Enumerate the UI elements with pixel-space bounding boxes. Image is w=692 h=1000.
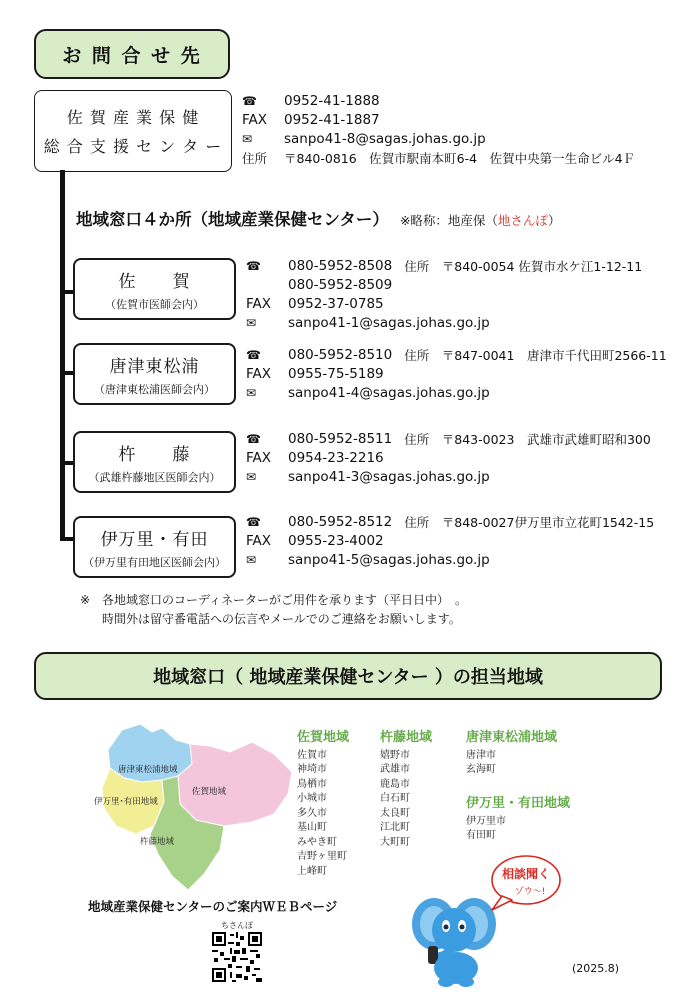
- legend-heading: 唐津東松浦地域: [466, 730, 558, 745]
- office-sub: （伊万里有田地区医師会内）: [83, 555, 226, 569]
- region-map: [92, 722, 302, 894]
- list-item: 大町町: [380, 836, 410, 848]
- office-name: 杵 藤: [118, 444, 191, 465]
- phone-icon: ☎: [246, 515, 261, 529]
- office-tel: 080-5952-8510: [288, 347, 393, 363]
- address-label: 住所: [404, 432, 430, 447]
- map-label-saga: 佐賀地域: [192, 787, 227, 797]
- main-center-tel: 0952-41-1888: [284, 93, 380, 109]
- phone-icon: ☎: [246, 348, 261, 362]
- address-label: 住所: [404, 515, 430, 530]
- branch-imari: [60, 537, 74, 541]
- regional-note-highlight: 地さんぽ: [497, 213, 548, 228]
- legend-heading: 伊万里・有田地域: [466, 796, 571, 811]
- bubble-line1: 相談聞く: [501, 867, 551, 881]
- office-fax: 0954-23-2216: [288, 450, 384, 466]
- office-info-kitou: [246, 430, 651, 487]
- phone-icon: ☎: [246, 259, 261, 273]
- tree-trunk: [60, 170, 65, 540]
- legend-kitou: [380, 731, 432, 850]
- office-box-imari: [73, 516, 236, 578]
- notes: [80, 591, 467, 629]
- list-item: 唐津市: [466, 749, 496, 761]
- branch-karatsu: [60, 371, 74, 375]
- office-email[interactable]: sanpo41-4@sagas.johas.go.jp: [288, 385, 490, 401]
- mail-icon: ✉: [246, 553, 257, 567]
- area-title: 地域窓口（ 地域産業保健センター ）の担当地域: [34, 652, 662, 700]
- office-address: 〒840-0054 佐賀市水ケ江1-12-11: [441, 259, 643, 274]
- list-item: 有田町: [466, 830, 496, 841]
- map-label-karatsu: 唐津東松浦地域: [118, 765, 178, 775]
- list-item: 上峰町: [297, 865, 327, 877]
- legend-heading: 佐賀地域: [297, 730, 350, 745]
- map-label-kitou: 杵藤地域: [140, 837, 175, 847]
- list-item: 吉野ヶ里町: [297, 851, 347, 862]
- office-address: 〒848-0027伊万里市立花町1542-15: [441, 515, 655, 530]
- office-address: 〒843-0023 武雄市武雄町昭和300: [441, 432, 651, 447]
- office-tel: 080-5952-8511: [288, 431, 393, 447]
- mail-icon: ✉: [242, 132, 253, 146]
- office-email[interactable]: sanpo41-1@sagas.johas.go.jp: [288, 315, 490, 331]
- legend-saga: [297, 731, 349, 879]
- main-center-name-line2: 総 合 支 援 セ ン タ ー: [43, 137, 223, 156]
- office-fax: 0955-75-5189: [288, 366, 384, 382]
- office-box-kitou: [73, 431, 236, 493]
- office-sub: （武雄杵藤地区医師会内）: [88, 470, 221, 484]
- list-item: 江北町: [380, 822, 410, 833]
- regional-note-prefix: ※略称：地産保（: [399, 213, 498, 228]
- office-tel: 080-5952-8512: [288, 514, 393, 530]
- main-center-box: [34, 90, 232, 172]
- list-item: 多久市: [297, 807, 327, 819]
- mail-icon: ✉: [246, 386, 257, 400]
- regional-heading: [76, 206, 560, 230]
- mail-icon: ✉: [246, 316, 257, 330]
- list-item: みやき町: [297, 836, 337, 848]
- fax-label: FAX: [246, 366, 272, 382]
- office-sub: （唐津東松浦医師会内）: [94, 382, 215, 396]
- office-fax: 0955-23-4002: [288, 533, 384, 549]
- fax-label: FAX: [246, 296, 272, 312]
- main-center-email[interactable]: sanpo41-8@sagas.johas.go.jp: [284, 131, 486, 147]
- address-label: 住所: [242, 151, 268, 166]
- speech-bubble: [488, 852, 562, 914]
- issue-date: (2025.8): [572, 962, 620, 975]
- branch-kitou: [60, 461, 74, 465]
- office-info-saga: [246, 257, 642, 333]
- office-tel-2: 080-5952-8509: [288, 277, 393, 293]
- fax-label: FAX: [246, 533, 272, 549]
- phone-icon: ☎: [242, 94, 257, 108]
- list-item: 佐賀市: [297, 749, 327, 761]
- mail-icon: ✉: [246, 470, 257, 484]
- address-label: 住所: [404, 348, 430, 363]
- office-address: 〒847-0041 唐津市千代田町2566-11: [441, 348, 667, 363]
- legend-karatsu: [466, 731, 557, 778]
- main-center-fax: 0952-41-1887: [284, 112, 380, 128]
- branch-saga: [60, 290, 74, 294]
- list-item: 神埼市: [297, 764, 327, 775]
- office-info-imari: [246, 513, 654, 570]
- office-info-karatsu: [246, 346, 667, 403]
- notes-line2: 時間外は留守番電話への伝言やメールでのご連絡をお願いします。: [102, 612, 461, 626]
- phone-icon: ☎: [246, 432, 261, 446]
- map-saga: [178, 742, 292, 826]
- list-item: 嬉野市: [380, 749, 410, 761]
- office-name: 伊万里・有田: [100, 529, 209, 550]
- address-label: 住所: [404, 259, 430, 274]
- office-fax: 0952-37-0785: [288, 296, 384, 312]
- list-item: 基山町: [297, 822, 327, 833]
- office-name: 唐津東松浦: [109, 356, 200, 377]
- qr-code-icon[interactable]: [212, 932, 262, 982]
- office-box-saga: [73, 258, 236, 320]
- main-center-address: 〒840-0816 佐賀市駅南本町6-4 佐賀中央第一生命ビル4Ｆ: [284, 151, 636, 166]
- office-tel: 080-5952-8508: [288, 258, 393, 274]
- web-caption: 地域産業保健センターのご案内ＷＥＢページ: [88, 899, 338, 914]
- list-item: 武雄市: [380, 764, 410, 775]
- qr-label: ちさんぽ: [221, 921, 253, 930]
- fax-label: FAX: [242, 112, 268, 128]
- office-box-karatsu: [73, 343, 236, 405]
- fax-label: FAX: [246, 450, 272, 466]
- office-email[interactable]: sanpo41-3@sagas.johas.go.jp: [288, 469, 490, 485]
- office-name: 佐 賀: [118, 271, 191, 292]
- office-email[interactable]: sanpo41-5@sagas.johas.go.jp: [288, 552, 490, 568]
- main-center-name-line1: 佐 賀 産 業 保 健: [66, 108, 200, 127]
- map-label-imari: 伊万里･有田地域: [94, 797, 158, 807]
- list-item: 鹿島市: [380, 778, 410, 790]
- bubble-line2: ゾウ～!: [514, 887, 546, 897]
- contact-title: お 問 合 せ 先: [34, 29, 230, 79]
- list-item: 白石町: [380, 793, 410, 804]
- regional-heading-title: 地域窓口４か所（地域産業保健センター）: [76, 210, 389, 229]
- notes-line1: 各地域窓口のコーディネーターがご用件を承ります（平日日中） 。: [102, 593, 468, 607]
- legend-imari: [466, 797, 570, 844]
- list-item: 太良町: [380, 807, 410, 819]
- list-item: 鳥栖市: [297, 778, 327, 790]
- list-item: 小城市: [297, 793, 327, 804]
- regional-note-suffix: ）: [547, 213, 561, 228]
- notes-mark: ※: [80, 593, 91, 607]
- office-sub: （佐賀市医師会内）: [105, 297, 204, 311]
- list-item: 伊万里市: [466, 815, 506, 827]
- main-center-info: [242, 92, 635, 168]
- legend-heading: 杵藤地域: [380, 730, 433, 745]
- list-item: 玄海町: [466, 764, 496, 775]
